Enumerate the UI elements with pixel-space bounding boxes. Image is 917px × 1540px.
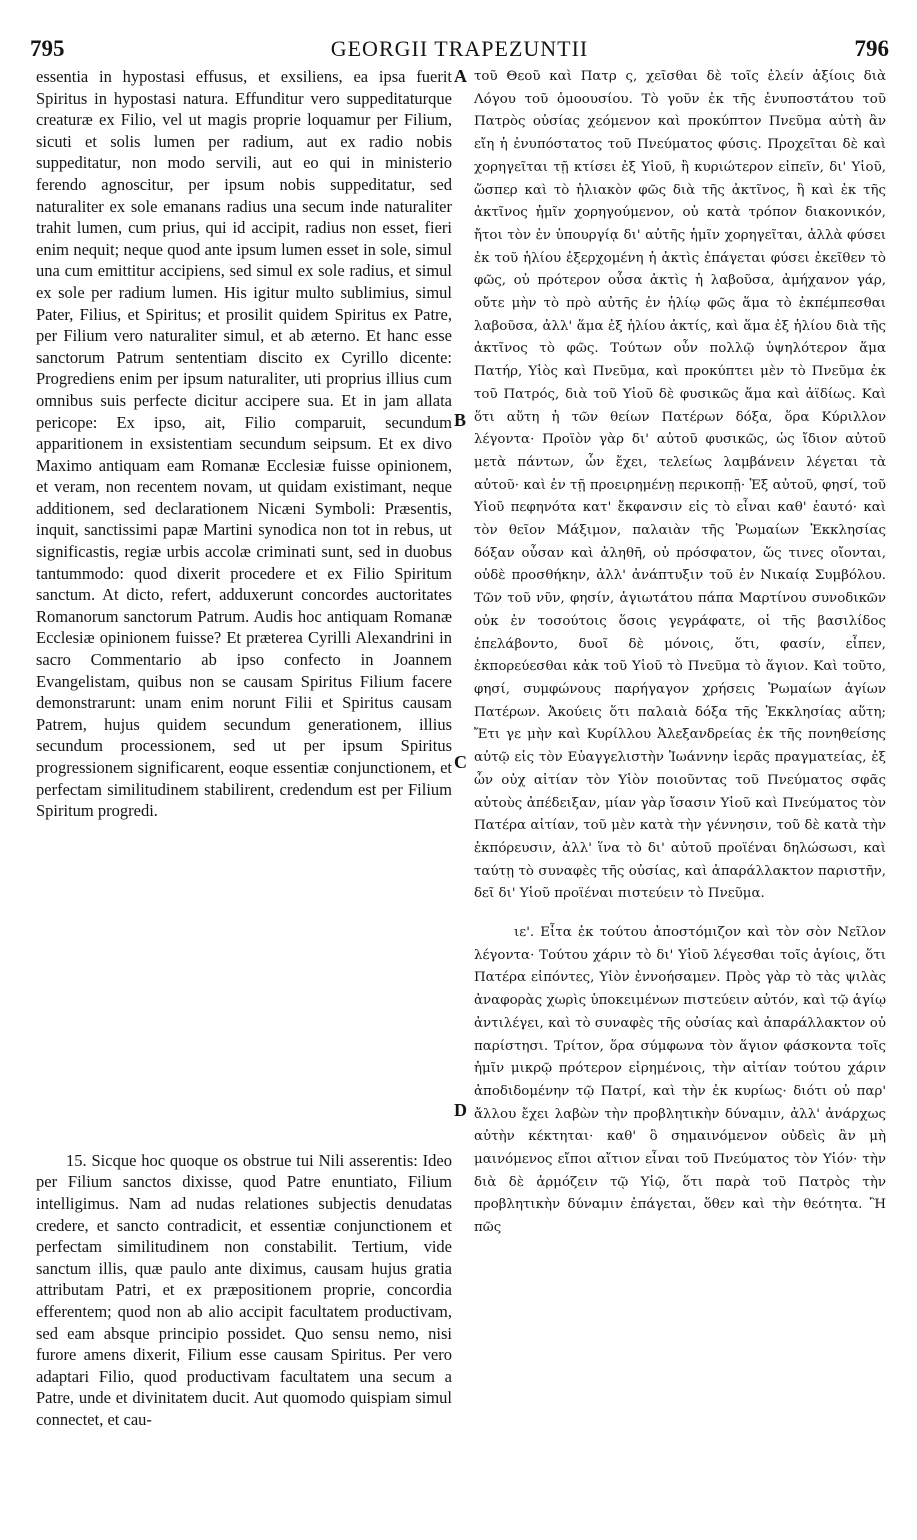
- greek-paragraph-1: τοῦ Θεοῦ καὶ Πατρ ς, χεῖσθαι δὲ τοῖς ἐλείν ἀξίοις διὰ Λόγου τοῦ ὁμοουσίου. Τὸ γοῦν ἐκ τῆς ἐνυποστάτου τοῦ Πατρὸς οὐσίας χεόμενον καὶ προκύπτον Πνεῦμα αὐτὴ ἂν εἴη ἡ ἐνυπόστατος τοῦ Πνεύματος φύσις. Προχεῖται δὲ καὶ χορηγεῖται τῇ κτίσει ἐξ Υἱοῦ, ἢ κυριώτερον εἰπεῖν, δι' Υἱοῦ, ὥσπερ καὶ τὸ ἡλιακὸν φῶς διὰ τῆς ἀκτῖνος, ἢ καὶ ἐκ τῆς ἀκτῖνος ἡμῖν χορηγούμενον, οὐ κατὰ τρόπον διακονικόν, ἤτοι τὸν ἐν ὑπουργίᾳ δι' αὐτῆς ἡμῖν χορηγεῖται, ἀλλὰ φύσει ἐκ τοῦ ἡλίου ἐξερχομένη ἡ ἀκτὶς ἐπάγεται φύσει ἐκεῖθεν τὸ φῶς, οὐ πρότερον οὖσα ἀκτὶς ἡ λαβοῦσα, ἀμήχανον γάρ, οὔτε μὴν τὸ πρὸ αὐτῆς ἐν ἡλίῳ φῶς ἅμα τὸ ἐκπέμπεσθαι λαβοῦσα, ἀλλ' ἅμα ἐξ ἡλίου ἀκτίς, καὶ ἅμα ἐξ ἡλίου διὰ τῆς ἀκτῖνος τὸ φῶς. Τούτων οὖν πολλῷ ὑψηλότερον ἅμα Πατήρ, Υἱὸς καὶ Πνεῦμα, καὶ προκύπτει μὲν τὸ Πνεῦμα ἐκ τοῦ Πατρός, διὰ τοῦ Υἱοῦ δὲ φυσικῶς ἅμα καὶ ἀϊδίως. Καὶ ὅτι αὕτη ἡ τῶν θείων Πατέρων δόξα, ὅρα Κύριλλον λέγοντα· Προϊὸν γὰρ δι' αὐτοῦ φυσικῶς, ὡς ἴδιον αὐτοῦ μετὰ πάντων, ὧν ἔχει, τελείως λαμβάνειν λέγεται τὰ αὐτοῦ· καὶ ἐν τῇ προειρημένῃ περικοπῇ· Ἐξ αὐτοῦ, φησί, τοῦ Υἱοῦ πεφηνότα κατ' ἔκφανσιν εἰς τὸ εἶναι καθ' ἑαυτό· καὶ τὸν θεῖον Μάξιμον, παλαιὰν τῆς Ῥωμαίων Ἐκκλησίας δόξαν οὖσαν καὶ ἀληθῆ, οὐ πρόσφατον, ὥς τινες οἴονται, οὐδὲ προσθήκην, ἀλλ' ἀνάπτυξιν τοῦ ἐν Νικαίᾳ Συμβόλου. Τῶν τοῦ νῦν, φησίν, ἁγιωτάτου πάπα Μαρτίνου συνοδικῶν οὐκ ἐν τοσούτοις ὅσοις γεγράφατε, οἱ τῆς βασιλίδος ἐπελάβοντο, δυοῖ δὲ μόνοις, ὅτι, φασίν, εἶπεν, ἐκπορεύεσθαι κἀκ τοῦ Υἱοῦ τὸ Πνεῦμα τὸ ἅγιον. Καὶ τοῦτο, φησί, συμφώνους παρήγαγον χρήσεις Ῥωμαίων ἁγίων Πατέρων. Ἀκούεις ὅτι παλαιὰ δόξα τῆς Ἐκκλησίας αὕτη; Ἔτι γε μὴν καὶ Κυρίλλου Ἀλεξανδρείας ἐκ τῆς πονηθείσης αὐτῷ εἰς τὸν Εὐαγγελιστὴν Ἰωάννην ἱερᾶς πραγματείας, ἐξ ὧν οὐχ αἰτίαν τὸν Υἱὸν ποιοῦντας τοῦ Πνεύματος σφᾶς αὐτοὺς ἀπέδειξαν, μίαν γὰρ ἴσασιν Υἱοῦ καὶ Πνεύματος τὸν Πατέρα αἰτίαν, τοῦ μὲν κατὰ τὴν γέννησιν, τοῦ δὲ κατὰ τὴν ἐκπόρευσιν, ἀλλ' ἵνα τὸ δι' αὐτοῦ προϊέναι δηλώσωσι, καὶ ταύτῃ τὸ συναφὲς τῆς οὐσίας, καὶ ἀπαράλλακτον παριστῆν, δεῖ δι' Υἱοῦ προϊέναι πιστεύειν τὸ Πνεῦμα.: [474, 69, 886, 902]
- margin-letter-c: C: [454, 752, 467, 772]
- margin-letter-d: D: [454, 1100, 467, 1120]
- right-page-number: 796: [854, 36, 889, 61]
- latin-paragraph-1: essentia in hypostasi effusus, et exsiliens, ea ipsa fuerit Spiritus in hypostasi natura. Effunditur vero suppeditaturque creaturæ ex Filio, vel ut magis proprie loquamur per Filium, sicuti et solis lumen per radium, aut ex radio nobis suppeditatur, non modo servili, aut eo qui in ministerio ferendo agnoscitur, per ipsum nobis suppeditatur, sed naturaliter ex sole emanans radius una secum inde naturaliter trahit lumen, cum prius, qui id accipit, radius non esset, fieri enim nequit; neque quod ante ipsum lumen esset in sole, simul una cum emittitur accipiens, sed simul ex sole radius, et simul ex sole per radium lumen. His igitur multo sublimius, simul Pater, Filius, et Spiritus; et prosilit quidem Spiritus ex Patre, per Filium vero naturaliter simul, et ab æterno. Et hanc esse sanctorum Patrum sententiam discito ex Cyrillo dicente: Progrediens enim per ipsum naturaliter, uti proprius illius cum omnibus suis perfecte dicitur accipere sua. Et in jam allata pericope: Ex ipso, ait, Filio comparuit, secundum apparitionem in exsistentiam secundum seipsum. Et ex divo Maximo antiquam eam Romanæ Ecclesiæ fuisse opinionem, et veram, non recentem novam, ut quidam existimant, neque additionem, sed declarationem Nicæni Symboli: Præsentis, inquit, sanctissimi papæ Martini synodica non tot in rebus, ut significastis, regiæ urbis accolæ criminati sunt, sed in duobus tantummodo: quod dixerit procedere et ex Filio Spiritum sanctum. At dicto, refert, adduxerunt concordes auctoritates Romanorum sanctorum Patrum. Audis hoc antiquam Romanæ Ecclesiæ opinionem fuisse? Et præterea Cyrilli Alexandrini in sacro Commentario ab ipso confecto in Joannem Evangelistam, quibus non se causam Spiritus Filium facere demonstrarunt: unam enim norunt Filii et Spiritus causam Patrem, hujus quidem secundum generationem, illius secundum processionem, sed ut per ipsum Spiritus progressionem significarent, eoque essentiæ conjunctionem, et perfectam similitudinem stabilirent, credendum est per Filium Spiritum progredi.: [36, 67, 452, 821]
- margin-letter-b: B: [454, 410, 467, 430]
- latin-column: [36, 66, 452, 1431]
- left-page-number: 795: [30, 36, 65, 61]
- greek-column: [474, 66, 886, 1240]
- greek-paragraph-2: ιε'. Εἶτα ἐκ τούτου ἀποστόμιζον καὶ τὸν σὸν Νεῖλον λέγοντα· Τούτου χάριν τὸ δι' Υἱοῦ λέγεσθαι τοῖς ἁγίοις, ὅτι Πατέρα εἰπόντες, Υἱὸν ἐννοήσαμεν. Πρὸς γὰρ τὸ τὰς ψιλὰς ἀναφορὰς χωρὶς ὑποκειμένων πιστεύειν αὐτόν, καὶ τῷ ἁγίῳ ἀντιλέγει, καὶ τὸ συναφὲς τῆς οὐσίας καὶ ἀπαράλλακτον οὐ παρίστησι. Τρίτον, ὅρα σύμφωνα τὸν ἅγιον φάσκοντα τοῖς ἡμῖν μικρῷ πρότερον εἰρημένοις, τὴν αἰτίαν τούτου χάριν ἀποδιδομένην τῷ Πατρί, καὶ τὴν ἐκ κυρίως· διότι οὐ παρ' ἄλλου ἔχει λαβὼν τὴν προβλητικὴν δύναμιν, ἀλλ' ἀνάρχως αὐτὴν κέκτηται· καθ' ὃ σημαινόμενον οὐδεὶς ἂν μὴ μαινόμενος εἴποι αἴτιον εἶναι τοῦ Πνεύματος τὸν Υἱόν· τὴν διὰ δὲ ἁρμόζειν τῷ Υἱῷ, ὅτι παρὰ τοῦ Πατρὸς τὴν προβλητικὴν δύναμιν ἐπάγεται, ὅθεν καὶ τὴν θεότητα. Ἢ πῶς: [474, 925, 886, 1236]
- page-header: [30, 36, 889, 64]
- latin-paragraph-2: 15. Sicque hoc quoque os obstrue tui Nili asserentis: Ideo per Filium sanctos dixisse, quod Patre enuntiato, Filium intelligimus. Nam ad nudas relationes subjectis denudatas credere, et sancto contradicit, et essentiæ conjunctionem et perfectam similitudinem non constabilit. Tertium, vide sanctum illis, quæ paulo ante diximus, causam hujus gratia attributam Patri, et ex præpositionem proprie, concordia efferentem; quod non ab alio accipit facultatem productivam, sed eam absque principio possidet. Quo sensu nemo, nisi furore amens dixerit, Filium esse causam Spiritus. Per vero adaptari Filio, quod productivam facultatem una secum a Patre, unde et divinitatem ducit. Aut quomodo quispiam simul connectet, et cau-: [36, 1150, 452, 1429]
- margin-letter-a: A: [454, 66, 467, 86]
- running-head: GEORGII TRAPEZUNTII: [330, 36, 589, 61]
